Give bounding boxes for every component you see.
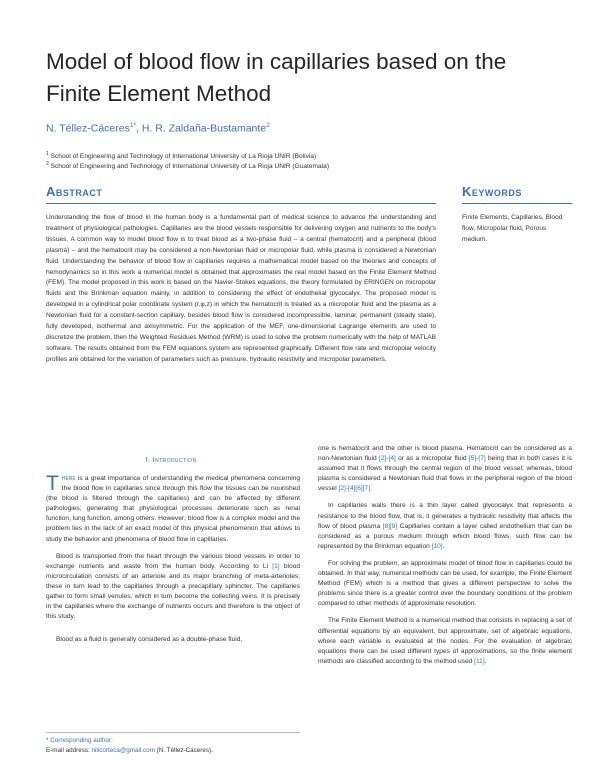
citation-link[interactable]: [2]-[4] <box>379 455 396 463</box>
footnote-line-2 <box>46 746 300 756</box>
intro-p2-text-b: blood microcirculation consists of an arteriole and its major branching of meta-arterioles; these in turn lead to the capillaries through a precapillary sphincter. The capillaries gather to form small venules, which in turn become the collecting veins. It is precisely in the capillaries where the exchange of nutrients occurs and therefore is the object of this study. <box>46 562 300 621</box>
email-label: E-mail address: <box>46 747 92 754</box>
drop-cap-letter: T <box>46 472 59 495</box>
r2-text-c: . <box>442 542 445 550</box>
r1-text-a: one is hematocrit and the other is blood plasma. Hematocrit can be considered as a non-Newtonian fluid <box>318 445 572 463</box>
citation-link[interactable]: [8][9] <box>382 522 398 530</box>
right-column <box>318 444 572 674</box>
intro-paragraph-1 <box>46 474 300 545</box>
affiliation-1-text: School of Engineering and Technology of International University of La Rioja UNIR (Bolivia) <box>48 153 317 161</box>
r1-text-c: being that in both cases it is assumed that it flows through the central region of the blood vessel; whereas, blood plasma is considered a Newtonian fluid that flows in the peripheral region of the blood vessel <box>318 455 572 493</box>
abstract-heading: Abstract <box>46 184 103 199</box>
author-1[interactable]: N. Téllez-Cáceres <box>46 122 130 135</box>
affiliation-2 <box>46 161 329 170</box>
r1-text-b: or as a micropolar fluid <box>395 455 469 463</box>
r2-text-b: Capillaries contain a layer called endothelium that can be considered as a porous medium through which blood flows, such flow can be represented by the Brinkman equation <box>318 522 572 550</box>
footnote-line-1: * Corresponding author: <box>46 737 113 744</box>
author-separator: , <box>136 122 142 135</box>
intro-heading <box>46 455 296 464</box>
affiliation-1 <box>46 151 316 160</box>
citation-link[interactable]: [5]-[7] <box>468 455 486 463</box>
intro-paragraph-2 <box>46 552 300 623</box>
keywords-text: Finite Elements, Capillaries, Blood flow, Micropolar fluid, Porous medium. <box>462 214 563 243</box>
affiliation-2-sup: 2 <box>46 161 49 167</box>
right-paragraph-4 <box>318 616 572 666</box>
author-2[interactable]: H. R. Zaldaña-Bustamante <box>141 122 267 135</box>
intro-paragraph-3: Blood as a fluid is generally considered as a double-phase fluid, <box>56 636 243 644</box>
intro-p2-text-a: Blood is transported from the heart through the various blood vessels in order to exchange nutrients and waste from the human body. According to Li <box>46 552 300 570</box>
abstract-rule <box>46 203 436 204</box>
citation-link[interactable]: [10] <box>431 542 443 550</box>
paper-title: Model of blood flow in capillaries based on the Finite Element Method <box>46 49 507 106</box>
citation-link[interactable]: [1] <box>272 562 280 570</box>
keywords-heading: Keywords <box>462 184 522 199</box>
email-link[interactable]: nilicorteca@gmail.com <box>91 747 155 754</box>
r2-text-a: In capillaries walls there is a thin layer called glycocalyx that represents a resistance to the blood flow, that is, it generates a hydraulic resistivity that affects the flow of blood plasma <box>318 502 572 530</box>
citation-link[interactable]: [11] <box>474 657 485 665</box>
right-paragraph-3: For solving the problem, an approximate model of blood flow in capillaries could be obtained. In that way, numerical methods can be used, for example, the Finite Element Method (FEM) which is a method that gives a different perspective to solve the problems since there is a greater control over the boundary conditions of the problem compared to other methods of approximate resolution. <box>318 559 572 608</box>
corresponding-author-footnote <box>46 732 300 756</box>
email-owner: (N. Téllez-Cáceres). <box>154 747 213 754</box>
citation-link[interactable]: [2]-[4][6][7] <box>338 485 371 493</box>
first-word-rest: here <box>61 475 76 482</box>
right-paragraph-2 <box>318 501 572 551</box>
authors-line <box>46 122 270 135</box>
author-1-sup: 1* <box>129 122 136 129</box>
keywords-rule <box>462 203 572 204</box>
r4-text-b: . <box>484 657 487 665</box>
intro-heading-text: Introduction <box>152 455 197 464</box>
left-column <box>46 474 300 652</box>
intro-heading-number: I. <box>145 455 153 464</box>
intro-paragraph-1-text: is a great importance of understanding the medical phenomena concerning the blood flow in capillaries since through this flow the tissues can be nourished (the blood is filtered through the capillaries) and can be affected by different pathologies; generating that physiological processes deteriorate such as renal function, lung function, among others. However; blood flow is a complex model and the problem lies in the lack of an exact model of this physical phenomenon that allows to study the behavior and phenomena of blood flow in capillaries. <box>46 475 300 543</box>
affiliation-2-text: School of Engineering and Technology of International University of La Rioja UNIR (Guatemala) <box>48 163 330 171</box>
author-2-sup: 2 <box>266 122 270 129</box>
affiliation-1-sup: 1 <box>46 151 49 157</box>
right-paragraph-1 <box>318 444 572 494</box>
r4-text-a: The Finite Element Method is a numerical method that consists in replacing a set of differential equations by an equivalent, but approximate, set of algebraic equations, where each variable is evaluated at the nodes. For the evaluation of algebraic equations there can be used different types of approximations, so the finite element methods are classified according to the method used <box>318 617 572 665</box>
abstract-text: Understanding the flow of blood in the human body is a fundamental part of medical science to advance the understanding and treatment of physiological pathologies. Capillaries are the blood vessels responsible for delivering oxygen and nutrients to the body's tissues. A common way to model blood flow is to treat blood as a two-phase fluid – a central (hematocrit) and a peripheral (blood plasma) – and the hematocrit may be considered a non-Newtonian fluid or micropolar fluid, while plasma is considered a Newtonian fluid. Understanding the behavior of blood flow in capillaries requires a mathematical model based on the theories and concepts of hemodynamics so in this work a numerical model is obtained that approximates the real model based on the Finite Element Method (FEM). The model proposed in this work is based on the Navier-Stokes equations, the theory formulated by ERINGEN on micropolar fluids and the Brinkman equation mainly, in addition to considering the effect of endothelial glycocalyx. The proposed model is developed in a cylindrical polar coordinate system (r,φ,z) in which the hematocrit is treated as a micropolar fluid and the plasma as a Newtonian fluid for a constant-section capillary, besides blood flow is considered incompressible, laminar, permanent (steady state), fully developed, isothermal and axisymmetric. For the application of the MEF, one-dimensional Lagrange elements are used to discretize the problem, then the Weighted Residues Method (WRM) is used to solve the problem numerically with the help of MATLAB software. The results obtained from the FEM equations system are represented graphically. Different flow rate and micropolar velocity profiles are obtained for the variation of parameters such as pressure, hydraulic resistivity and micropolar parameters. <box>46 214 436 363</box>
r1-text-d: . <box>370 485 372 493</box>
